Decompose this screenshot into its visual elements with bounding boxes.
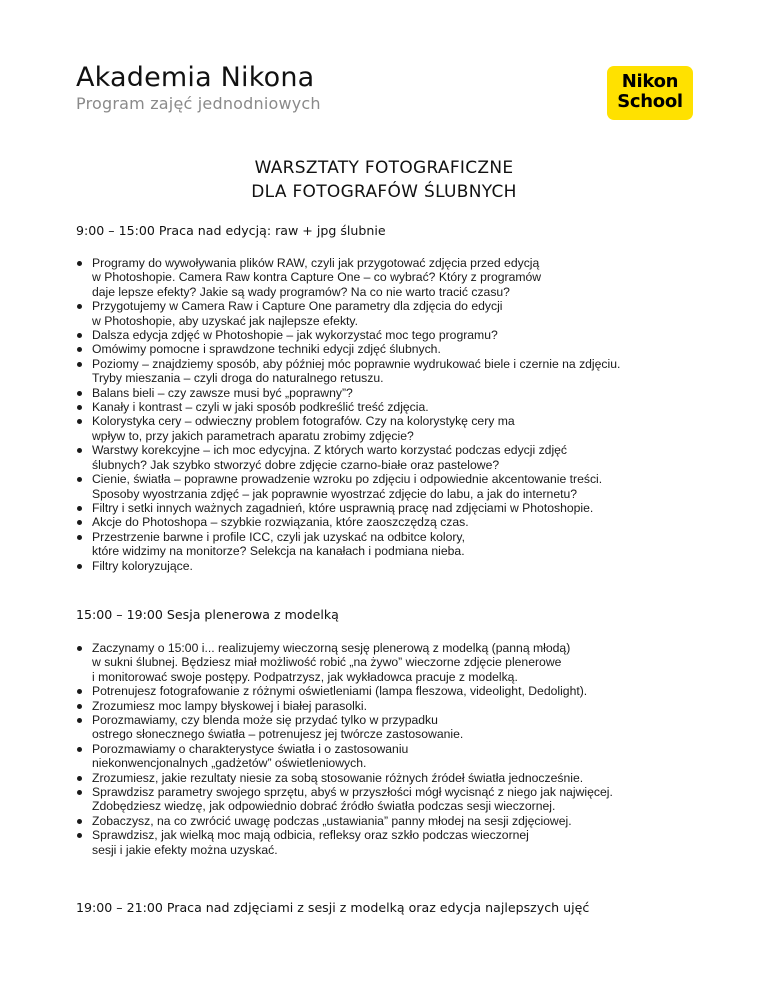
list-item: Warstwy korekcyjne – ich moc edycyjna. Z których warto korzystać podczas edycji zdjęć ślubnych? Jak szybko stworzyć dobre zdjęcie czarno-białe oraz pastelowe? — [76, 443, 706, 472]
list-item: Zaczynamy o 15:00 i... realizujemy wieczorną sesję plenerową z modelką (panną młodą) w sukni ślubnej. Będziesz miał możliwość robić „na żywo” wieczorne zdjęcie plenerowe i monitorować swoje postępy. Podpatrzysz, jak wykładowca pracuje z modelką. — [76, 641, 706, 684]
list-item: Zobaczysz, na co zwrócić uwagę podczas „ustawiania” panny młodej na sesji zdjęciowej. — [76, 814, 706, 828]
brand-subtitle: Program zajęć jednodniowych — [76, 94, 321, 113]
list-item: Cienie, światła – poprawne prowadzenie wzroku po zdjęciu i odpowiednie akcentowanie treści. Sposoby wyostrzania zdjęć – jak poprawnie wyostrzać zdjęcie do labu, a jak do internetu? — [76, 472, 706, 501]
logo-line-2: School — [617, 91, 683, 112]
list-item: Kolorystyka cery – odwieczny problem fotografów. Czy na kolorystykę cery ma wpływ to, przy jakich parametrach aparatu zrobimy zdjęcie? — [76, 414, 706, 443]
bullet-list — [76, 256, 706, 573]
list-item: Potrenujesz fotografowanie z różnymi oświetleniami (lampa fleszowa, videolight, Dedolight). — [76, 684, 706, 698]
list-item: Dalsza edycja zdjęć w Photoshopie – jak wykorzystać moc tego programu? — [76, 328, 706, 342]
list-item: Sprawdzisz, jak wielką moc mają odbicia, refleksy oraz szkło podczas wieczornej sesji i jakie efekty można uzyskać. — [76, 828, 706, 857]
list-item: Zrozumiesz moc lampy błyskowej i białej parasolki. — [76, 699, 706, 713]
list-item: Filtry i setki innych ważnych zagadnień, które usprawnią pracę nad zdjęciami w Photoshopie. — [76, 501, 706, 515]
document-title — [0, 156, 768, 204]
section-post-session-editing — [76, 899, 706, 917]
list-item: Balans bieli – czy zawsze musi być „poprawny”? — [76, 386, 706, 400]
list-item: Porozmawiamy, czy blenda może się przydać tylko w przypadku ostrego słonecznego światła – potrenujesz jej twórcze zastosowanie. — [76, 713, 706, 742]
list-item: Porozmawiamy o charakterystyce światła i o zastosowaniu niekonwencjonalnych „gadżetów” oświetleniowych. — [76, 742, 706, 771]
list-item: Akcje do Photoshopa – szybkie rozwiązania, które zaoszczędzą czas. — [76, 515, 706, 529]
list-item: Filtry koloryzujące. — [76, 559, 706, 573]
bullet-list — [76, 641, 706, 857]
logo-line-1: Nikon — [621, 71, 679, 92]
section-heading: 15:00 – 19:00 Sesja plenerowa z modelką — [76, 607, 339, 622]
list-item: Przygotujemy w Camera Raw i Capture One parametry dla zdjęcia do edycji w Photoshopie, aby uzyskać jak najlepsze efekty. — [76, 299, 706, 328]
list-item: Poziomy – znajdziemy sposób, aby później móc poprawnie wydrukować biele i czernie na zdjęciu. Tryby mieszania – czyli droga do naturalnego retuszu. — [76, 357, 706, 386]
section-outdoor-session — [76, 606, 706, 857]
list-item: Omówimy pomocne i sprawdzone techniki edycji zdjęć ślubnych. — [76, 342, 706, 356]
nikon-school-logo — [607, 66, 693, 120]
brand-title: Akademia Nikona — [76, 62, 315, 93]
list-item: Sprawdzisz parametry swojego sprzętu, abyś w przyszłości mógł wycisnąć z niego jak najwięcej. Zdobędziesz wiedzę, jak odpowiednio dobrać źródło światła podczas sesji wieczornej. — [76, 785, 706, 814]
list-item: Kanały i kontrast – czyli w jaki sposób podkreślić treść zdjęcia. — [76, 400, 706, 414]
title-line-2: DLA FOTOGRAFÓW ŚLUBNYCH — [251, 182, 517, 202]
section-editing — [76, 222, 706, 573]
list-item: Programy do wywoływania plików RAW, czyli jak przygotować zdjęcia przed edycją w Photoshopie. Camera Raw kontra Capture One – co wybrać? Który z programów daje lepsze efekty? Jakie są wady programów? Na co nie warto tracić czasu? — [76, 256, 706, 299]
list-item: Zrozumiesz, jakie rezultaty niesie za sobą stosowanie różnych źródeł światła jednocześnie. — [76, 771, 706, 785]
section-heading: 9:00 – 15:00 Praca nad edycją: raw + jpg ślubnie — [76, 223, 386, 238]
section-heading: 19:00 – 21:00 Praca nad zdjęciami z sesji z modelką oraz edycja najlepszych ujęć — [76, 900, 590, 915]
title-line-1: WARSZTATY FOTOGRAFICZNE — [254, 158, 514, 178]
list-item: Przestrzenie barwne i profile ICC, czyli jak uzyskać na odbitce kolory, które widzimy na monitorze? Selekcja na kanałach i podmiana nieba. — [76, 530, 706, 559]
document-header — [76, 62, 321, 114]
